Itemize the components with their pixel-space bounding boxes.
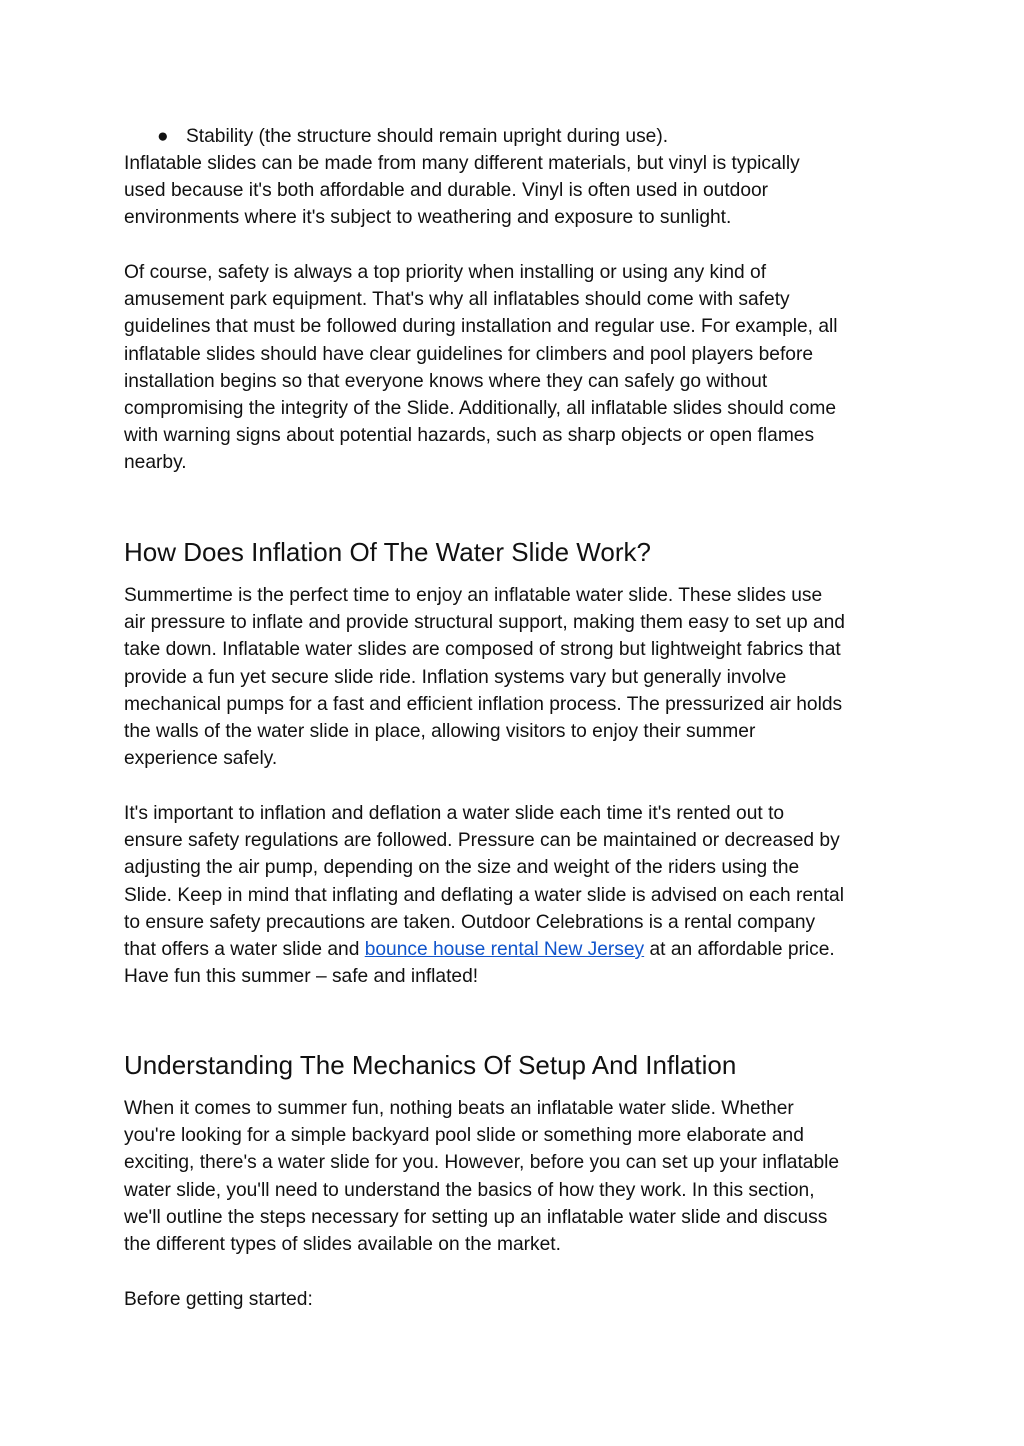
text-line: to ensure safety precautions are taken. Outdoor Celebrations is a rental company	[124, 911, 816, 933]
text-line: used because it's both affordable and durable. Vinyl is often used in outdoor	[124, 180, 769, 202]
bullet-list-item	[157, 123, 668, 150]
text-line: nearby.	[124, 452, 187, 474]
text-line: take down. Inflatable water slides are composed of strong but lightweight fabrics that	[124, 639, 841, 661]
text-line: Inflatable slides can be made from many different materials, but vinyl is typically	[124, 153, 800, 174]
section-heading-mechanics: Understanding The Mechanics Of Setup And Inflation	[124, 1050, 737, 1080]
text-line: installation begins so that everyone knows where they can safely go without	[124, 370, 768, 392]
text-line: mechanical pumps for a fast and efficient inflation process. The pressurized air holds	[124, 693, 843, 715]
paragraph-before-started	[124, 1286, 904, 1313]
text-line: Slide. Keep in mind that inflating and deflating a water slide is advised on each rental	[124, 884, 844, 906]
text-line: compromising the integrity of the Slide. Additionally, all inflatable slides should come	[124, 398, 837, 420]
paragraph-summer-fun	[124, 1095, 904, 1258]
text-segment: that offers a water slide and	[124, 939, 365, 961]
bullet-text: Stability (the structure should remain upright during use).	[186, 126, 669, 147]
text-line: environments where it's subject to weathering and exposure to sunlight.	[124, 207, 732, 229]
text-line: adjusting the air pump, depending on the size and weight of the riders using the	[124, 857, 800, 879]
text-line: we'll outline the steps necessary for setting up an inflatable water slide and discuss	[124, 1206, 828, 1228]
text-line: When it comes to summer fun, nothing beats an inflatable water slide. Whether	[124, 1098, 794, 1119]
text-line: water slide, you'll need to understand the basics of how they work. In this section,	[124, 1179, 815, 1201]
text-line: ensure safety regulations are followed. Pressure can be maintained or decreased by	[124, 830, 840, 852]
text-line: guidelines that must be followed during installation and regular use. For example, all	[124, 316, 838, 338]
text-line: air pressure to inflate and provide structural support, making them easy to set up and	[124, 612, 845, 634]
text-line: the walls of the water slide in place, allowing visitors to enjoy their summer	[124, 721, 756, 743]
section-heading-inflation: How Does Inflation Of The Water Slide Work?	[124, 537, 651, 567]
text-line: Have fun this summer – safe and inflated!	[124, 966, 479, 988]
text-segment: at an affordable price.	[644, 939, 835, 961]
text-line: provide a fun yet secure slide ride. Inflation systems vary but generally involve	[124, 666, 787, 688]
bounce-house-rental-link[interactable]: bounce house rental New Jersey	[364, 939, 645, 961]
text-line: inflatable slides should have clear guidelines for climbers and pool players before	[124, 343, 814, 365]
text-line: with warning signs about potential hazards, such as sharp objects or open flames	[124, 425, 815, 447]
text-line: exciting, there's a water slide for you. However, before you can set up your inflatable	[124, 1152, 840, 1174]
text-line-with-link	[124, 936, 904, 963]
text-line: amusement park equipment. That's why all inflatables should come with safety	[124, 289, 790, 311]
bullet-dot-icon: ●	[157, 126, 169, 147]
text-line: experience safely.	[124, 748, 278, 770]
text-line: you're looking for a simple backyard pool slide or something more elaborate and	[124, 1125, 804, 1147]
paragraph-inflation-deflation	[124, 800, 904, 990]
paragraph-summertime	[124, 582, 904, 772]
paragraph-safety	[124, 259, 904, 477]
text-line: It's important to inflation and deflation a water slide each time it's rented out to	[124, 803, 785, 824]
text-line: the different types of slides available on the market.	[124, 1234, 561, 1256]
text-line: Before getting started:	[124, 1289, 313, 1310]
paragraph-materials	[124, 150, 904, 232]
text-line: Summertime is the perfect time to enjoy an inflatable water slide. These slides use	[124, 585, 823, 606]
text-line: Of course, safety is always a top priority when installing or using any kind of	[124, 262, 767, 283]
